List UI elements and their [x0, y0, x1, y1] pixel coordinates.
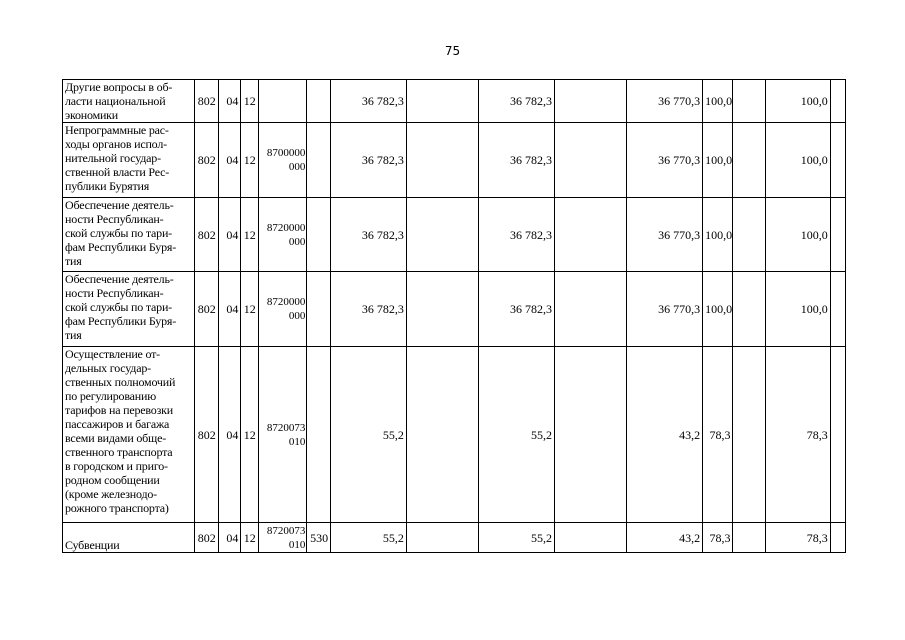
row-name-line: Осуществление от- — [65, 347, 160, 361]
amount-approved-cell: 36 782,3 — [331, 198, 407, 272]
row-name-line: ственной власти Рес- — [65, 165, 170, 179]
amount-approved-cell: 55,2 — [331, 523, 407, 553]
vr-code-cell — [307, 123, 331, 198]
gr-code-cell: 802 — [194, 347, 218, 523]
csr-code-line: 8720073 — [266, 421, 306, 434]
row-name-line: ственных полномочий — [65, 375, 176, 389]
row-name-line: тия — [65, 254, 82, 268]
amount-executed-cell: 43,2 — [627, 347, 703, 523]
percent-1-cell: 100,0 — [703, 272, 733, 347]
amount-approved-cell: 36 782,3 — [331, 272, 407, 347]
empty-cell — [555, 123, 627, 198]
table-body — [63, 80, 846, 553]
row-name-line: Обеспечение деятель- — [65, 272, 174, 286]
gr-code-cell: 802 — [194, 123, 218, 198]
row-name-line: Субвенции — [65, 538, 120, 552]
percent-2-cell: 100,0 — [765, 198, 830, 272]
csr-code-line: 8720000 — [266, 221, 306, 234]
csr-code-line: 010 — [288, 538, 306, 551]
empty-cell — [733, 523, 765, 553]
row-name-line: ской службы по тари- — [65, 300, 172, 314]
empty-cell — [830, 123, 845, 198]
empty-cell — [733, 347, 765, 523]
csr-code-line: 8700000 — [266, 147, 306, 159]
rz-code-cell: 04 — [218, 198, 241, 272]
percent-1-cell: 78,3 — [703, 523, 733, 553]
empty-cell — [733, 272, 765, 347]
row-name-line: ласти национальной — [65, 94, 166, 108]
gr-code-cell: 802 — [194, 198, 218, 272]
percent-1-cell: 100,0 — [703, 80, 733, 123]
row-name-cell — [63, 80, 195, 123]
gr-code-cell: 802 — [194, 80, 218, 123]
percent-2-cell: 100,0 — [765, 272, 830, 347]
vr-code-cell — [307, 198, 331, 272]
row-name-line: ственного транспорта — [65, 445, 173, 459]
vr-code-cell — [307, 80, 331, 123]
row-name-line: дельных государ- — [65, 361, 151, 375]
table-row — [63, 523, 846, 553]
pr-code-cell: 12 — [241, 523, 258, 553]
rz-code-cell: 04 — [218, 523, 241, 553]
vr-code-cell — [307, 272, 331, 347]
gr-code-cell: 802 — [194, 272, 218, 347]
row-name-cell — [63, 347, 195, 523]
pr-code-cell: 12 — [241, 347, 258, 523]
csr-code-line: 010 — [288, 435, 306, 448]
row-name-line: в городском и приго- — [65, 459, 168, 473]
pr-code-cell: 12 — [241, 198, 258, 272]
row-name-line: публики Бурятия — [65, 179, 150, 193]
row-name-line: экономики — [65, 108, 119, 122]
percent-2-cell: 100,0 — [765, 123, 830, 198]
amount-approved-cell: 36 782,3 — [331, 123, 407, 198]
amount-plan-cell: 36 782,3 — [479, 123, 555, 198]
empty-cell — [830, 198, 845, 272]
row-name-line: родном сообщении — [65, 473, 160, 487]
table-row — [63, 80, 846, 123]
empty-cell — [555, 347, 627, 523]
pr-code-cell: 12 — [241, 80, 258, 123]
row-name-line: фам Республики Буря- — [65, 240, 177, 254]
percent-2-cell: 100,0 — [765, 80, 830, 123]
row-name-line: тия — [65, 328, 82, 342]
row-name-line: нительной государ- — [65, 151, 161, 165]
row-name-line: ской службы по тари- — [65, 226, 172, 240]
amount-executed-cell: 36 770,3 — [627, 198, 703, 272]
pr-code-cell: 12 — [241, 123, 258, 198]
amount-plan-cell: 36 782,3 — [479, 272, 555, 347]
row-name-line: (кроме железнодо- — [65, 487, 157, 501]
csr-code-cell — [258, 523, 307, 553]
row-name-line: пассажиров и багажа — [65, 417, 170, 431]
empty-cell — [406, 347, 478, 523]
amount-executed-cell: 36 770,3 — [627, 80, 703, 123]
empty-cell — [406, 123, 478, 198]
row-name-line: фам Республики Буря- — [65, 314, 177, 328]
empty-cell — [406, 80, 478, 123]
row-name-line: ходы органов испол- — [65, 137, 167, 151]
csr-code-cell — [258, 272, 307, 347]
row-name-line: тарифов на перевозки — [65, 403, 173, 417]
amount-executed-cell: 36 770,3 — [627, 123, 703, 198]
rz-code-cell: 04 — [218, 80, 241, 123]
percent-1-cell: 100,0 — [703, 123, 733, 198]
csr-code-cell — [258, 80, 307, 123]
row-name-line: ности Республикан- — [65, 286, 164, 300]
empty-cell — [733, 80, 765, 123]
csr-code-cell — [258, 347, 307, 523]
csr-code-line: 8720000 — [266, 296, 306, 308]
empty-cell — [830, 523, 845, 553]
percent-1-cell: 78,3 — [703, 347, 733, 523]
page-number: 75 — [444, 44, 461, 58]
row-name-line: всеми видами обще- — [65, 431, 167, 445]
empty-cell — [555, 80, 627, 123]
csr-code-line: 000 — [288, 235, 306, 248]
rz-code-cell: 04 — [218, 272, 241, 347]
row-name-line: Обеспечение деятель- — [65, 198, 174, 212]
amount-executed-cell: 43,2 — [627, 523, 703, 553]
amount-approved-cell: 55,2 — [331, 347, 407, 523]
csr-code-cell — [258, 123, 307, 198]
percent-2-cell: 78,3 — [765, 347, 830, 523]
empty-cell — [406, 523, 478, 553]
empty-cell — [555, 272, 627, 347]
vr-code-cell: 530 — [307, 523, 331, 553]
empty-cell — [406, 272, 478, 347]
row-name-line: ности Республикан- — [65, 212, 164, 226]
empty-cell — [406, 198, 478, 272]
empty-cell — [733, 123, 765, 198]
row-name-cell — [63, 272, 195, 347]
rz-code-cell: 04 — [218, 347, 241, 523]
empty-cell — [555, 198, 627, 272]
budget-table — [62, 79, 846, 553]
vr-code-cell — [307, 347, 331, 523]
amount-executed-cell: 36 770,3 — [627, 272, 703, 347]
amount-plan-cell: 55,2 — [479, 523, 555, 553]
percent-2-cell: 78,3 — [765, 523, 830, 553]
amount-approved-cell: 36 782,3 — [331, 80, 407, 123]
empty-cell — [555, 523, 627, 553]
empty-cell — [830, 347, 845, 523]
empty-cell — [830, 80, 845, 123]
amount-plan-cell: 36 782,3 — [479, 80, 555, 123]
rz-code-cell: 04 — [218, 123, 241, 198]
table-row — [63, 347, 846, 523]
amount-plan-cell: 36 782,3 — [479, 198, 555, 272]
empty-cell — [733, 198, 765, 272]
csr-code-line: 8720073 — [266, 524, 306, 537]
row-name-line: по регулированию — [65, 389, 156, 403]
amount-plan-cell: 55,2 — [479, 347, 555, 523]
table-row — [63, 123, 846, 198]
gr-code-cell: 802 — [194, 523, 218, 553]
row-name-cell — [63, 123, 195, 198]
csr-code-cell — [258, 198, 307, 272]
row-name-line: Непрограммные рас- — [65, 123, 169, 137]
pr-code-cell: 12 — [241, 272, 258, 347]
table-row — [63, 198, 846, 272]
row-name-line: Другие вопросы в об- — [65, 80, 173, 94]
row-name-cell — [63, 198, 195, 272]
empty-cell — [830, 272, 845, 347]
csr-code-line: 000 — [288, 161, 306, 173]
table-row — [63, 272, 846, 347]
percent-1-cell: 100,0 — [703, 198, 733, 272]
row-name-cell — [63, 523, 195, 553]
row-name-line: рожного транспорта) — [65, 501, 169, 515]
csr-code-line: 000 — [288, 310, 306, 322]
